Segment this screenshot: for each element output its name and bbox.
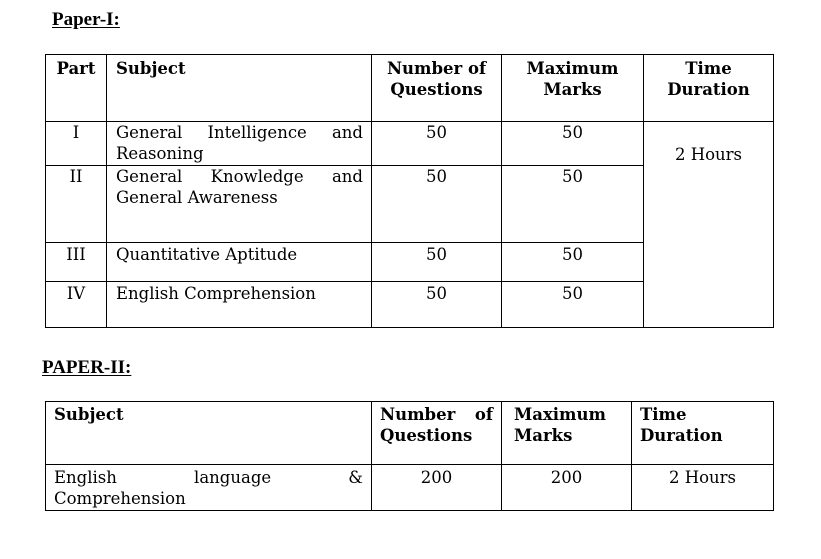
questions-cell: 50 — [372, 122, 502, 166]
header-time: Time Duration — [644, 55, 774, 122]
header-questions: Number of Questions — [372, 402, 502, 465]
subject-cell: General Intelligence and Reasoning — [107, 122, 372, 166]
questions-cell: 50 — [372, 166, 502, 243]
duration-cell: 2 Hours — [632, 465, 774, 511]
paper-2-header-row — [46, 402, 774, 465]
paper-1-table — [45, 54, 774, 328]
paper-1-heading: Paper-I: — [52, 9, 120, 30]
questions-cell: 200 — [372, 465, 502, 511]
questions-cell: 50 — [372, 282, 502, 328]
table-row — [46, 122, 774, 166]
marks-cell: 200 — [502, 465, 632, 511]
header-part: Part — [46, 55, 107, 122]
paper-2-heading: PAPER-II: — [42, 357, 132, 378]
header-time: Time Duration — [632, 402, 774, 465]
part-cell: II — [46, 166, 107, 243]
paper-1-header-row — [46, 55, 774, 122]
header-subject: Subject — [46, 402, 372, 465]
subject-cell: English Comprehension — [107, 282, 372, 328]
header-subject: Subject — [107, 55, 372, 122]
marks-cell: 50 — [502, 243, 644, 282]
marks-cell: 50 — [502, 166, 644, 243]
header-marks: Maximum Marks — [502, 55, 644, 122]
duration-cell: 2 Hours — [644, 122, 774, 328]
part-cell: I — [46, 122, 107, 166]
subject-cell: English language & Comprehension — [46, 465, 372, 511]
header-questions: Number of Questions — [372, 55, 502, 122]
subject-cell: Quantitative Aptitude — [107, 243, 372, 282]
questions-cell: 50 — [372, 243, 502, 282]
marks-cell: 50 — [502, 282, 644, 328]
table-row — [46, 465, 774, 511]
part-cell: III — [46, 243, 107, 282]
paper-2-table — [45, 401, 774, 511]
subject-cell: General Knowledge and General Awareness — [107, 166, 372, 243]
marks-cell: 50 — [502, 122, 644, 166]
header-marks: Maximum Marks — [502, 402, 632, 465]
part-cell: IV — [46, 282, 107, 328]
